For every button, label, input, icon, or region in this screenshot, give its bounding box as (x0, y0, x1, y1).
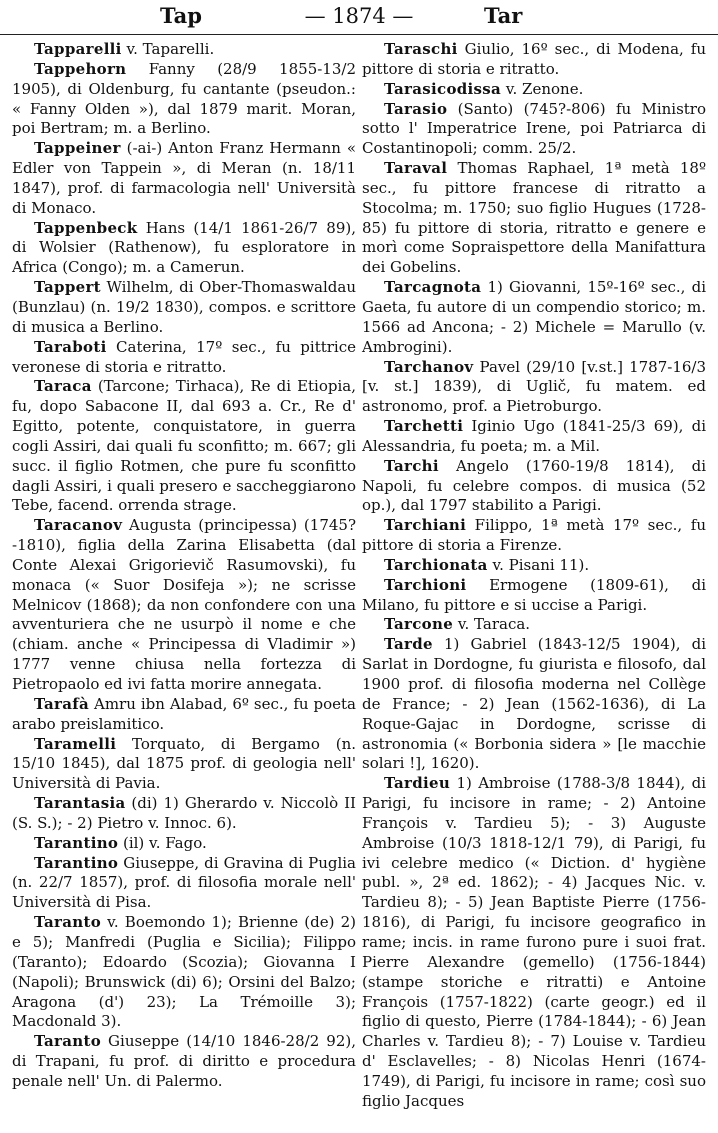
entry (12, 913, 356, 1032)
entry (12, 854, 356, 914)
entry (12, 1032, 356, 1092)
entry-text: Giuseppe, di Gravina di Puglia (n. 22/7 1857), prof. di filosofia morale nell' Università di Pisa. (12, 853, 356, 912)
entry-headword: Taraschi (384, 40, 458, 58)
entry-headword: Tarchioni (384, 575, 467, 594)
entry (362, 457, 706, 517)
entry-text: v. Boemondo 1); Brienne (de) 2) e 5); Manfredi (Puglia e Sicilia); Filippo (Taranto); Edoardo (Scozia); Giovanna I (Napoli); Brunswick (di) 6); Orsini del Balzo; Aragona (d') 23); La Trémoille 3); Macdonald 3). (12, 913, 356, 1031)
entry (362, 159, 706, 278)
entry-text: Filippo, 1ª metà 17º sec., fu pittore di storia a Firenze. (362, 516, 706, 555)
entry-headword: Tarantino (34, 853, 119, 872)
entry-text: Caterina, 17º sec., fu pittrice veronese di storia e ritratto. (12, 337, 356, 376)
entry-text: Fanny (28/9 1855-13/2 1905), di Oldenburg, fu cantante (pseudon.: « Fanny Olden »), dal 1879 marit. Moran, poi Bertram; m. a Berlino. (12, 59, 356, 138)
entry-headword: Taraval (384, 159, 448, 178)
entry-text: Ermogene (1809-61), di Milano, fu pittore e si uccise a Parigi. (362, 575, 706, 614)
entry-headword: Tarasicodissa (384, 79, 502, 98)
entry-text: (di) 1) Gherardo v. Niccolò II (S. S.); - 2) Pietro v. Innoc. 6). (12, 794, 356, 832)
entry-text: v. Taparelli. (121, 40, 215, 58)
entry (362, 100, 706, 160)
entry-text: 1) Gabriel (1843-12/5 1904), di Sarlat in Dordogne, fu giurista e filosofo, dal 1900 prof. di filosofia moderna nel Collège de France; - 2) Jean (1562-1636), di La Roque-Gajac in Dordogne, scrisse di astronomia (« Borbonia sidera » [le macchie solari !], 1620). (362, 635, 706, 773)
entry (12, 278, 356, 338)
running-head-left: Tap (160, 3, 202, 28)
entry-headword: Tarchi (384, 456, 439, 475)
entry-headword: Tarantino (34, 833, 119, 852)
entry (362, 516, 706, 556)
entry-text: (Tarcone; Tirhaca), Re di Etiopia, fu, dopo Sabacone II, dal 693 a. Cr., Re d' Egitto, potente, conquistatore, in guerra cogli Assiri, dai quali fu sconfitto; m. 667; gli succ. il figlio Rotmen, che pure fu sconfitto dagli Assiri, i quali presero e saccheggiarono Tebe, facend. orrenda strage. (12, 377, 356, 515)
entry-headword: Tardieu (384, 774, 451, 793)
entry (12, 794, 356, 834)
entry-headword: Tappehorn (34, 59, 127, 78)
entry (12, 338, 356, 378)
entry-headword: Taracanov (34, 516, 123, 535)
entry-headword: Tarchionata (384, 555, 488, 574)
entry (12, 40, 356, 60)
running-head (0, 0, 718, 35)
entry (12, 377, 356, 516)
entry (362, 40, 706, 80)
entry (362, 576, 706, 616)
entry-text: Thomas Raphael, 1ª metà 18º sec., fu pittore francese di ritratto a Stocolma; m. 1750; suo figlio Hugues (1728-85) fu pittore di storia, ritratto e genere e morì come Sopraispettore della Manifattura dei Gobelins. (362, 159, 706, 277)
left-column (12, 40, 356, 1092)
entry-headword: Tarchanov (384, 357, 474, 376)
entry-text: Hans (14/1 1861-26/7 89), di Wolsier (Rathenow), fu esploratore in Africa (Congo); m. a Camerun. (12, 218, 356, 277)
entry-headword: Tappeiner (34, 139, 121, 158)
entry (12, 834, 356, 854)
entry-headword: Taramelli (34, 734, 117, 753)
entry-headword: Tarasio (384, 99, 448, 118)
entry-headword: Tapparelli (34, 40, 122, 58)
entry-text: (-ai-) Anton Franz Hermann « Edler von Tappein », di Meran (n. 18/11 1847), prof. di farmacologia nell' Università di Monaco. (12, 139, 356, 217)
entry-headword: Tarchetti (384, 417, 464, 436)
entry-headword: Tappert (34, 278, 101, 297)
entry (362, 635, 706, 774)
entry (12, 735, 356, 795)
entry (362, 358, 706, 418)
entry-text: 1) Ambroise (1788-3/8 1844), di Parigi, fu incisore in rame; - 2) Antoine François v. Tardieu 5); - 3) Auguste Ambroise (10/3 1818-12/1 79), di Parigi, fu ivi celebre medico (« Diction. d' hygiène publ. », 2ª ed. 1862); - 4) Jacques Nic. v. Tardieu 8); - 5) Jean Baptiste Pierre (1756-1816), di Parigi, fu incisore geografico in rame; incis. in rame furono pure i suoi frat. Pierre Alexandre (gemello) (1756-1844) (stampe storiche e ritratti) e Antoine François (1757-1822) (carte geogr.) ed il figlio di questo, Pierre (1784-1844); - 6) Jean Charles v. Tardieu 8); - 7) Louise v. Tardieu d' Esclavelles; - 8) Nicolas Henri (1674-1749), di Parigi, fu incisore in rame; così suo figlio Jacques (362, 774, 706, 1110)
entry-text: Giuseppe (14/10 1846-28/2 92), di Trapani, fu prof. di diritto e procedura penale nell' Un. di Palermo. (12, 1032, 356, 1090)
entry (12, 219, 356, 279)
entry (12, 516, 356, 695)
entry-text: v. Pisani 11). (487, 555, 590, 574)
entry-text: Iginio Ugo (1841-25/3 69), di Alessandria, fu poeta; m. a Mil. (362, 417, 706, 455)
entry (362, 615, 706, 635)
entry-text: Angelo (1760-19/8 1814), di Napoli, fu celebre compos. di musica (52 op.), dal 1797 stabilito a Parigi. (362, 456, 706, 515)
entry (12, 139, 356, 218)
entry (12, 695, 356, 735)
entry-headword: Tarantasia (34, 794, 126, 813)
entry (362, 774, 706, 1111)
entry-headword: Tarchiani (384, 516, 467, 535)
entry-text: Wilhelm, di Ober-Thomaswaldau (Bunzlau) (n. 19/2 1830), compos. e scrittore di musica a Berlino. (12, 278, 356, 336)
entry-headword: Taraboti (34, 337, 107, 356)
entry-headword: Tarafà (34, 694, 90, 713)
entry-text: Augusta (principessa) (1745?-1810), figlia della Zarina Elisabetta (dal Conte Alexai Grigorievič Rasumovski), fu monaca (« Suor Dosifeja »); ne scrisse Melnicov (1868); da non confondere con una avventuriera che ne usurpò il nome e che (chiam. anche « Principessa di Vladimir ») 1777 venne chiusa nella fortezza di Pietropaolo ed ivi fatta morire annegata. (12, 516, 356, 693)
entry-headword: Tarde (384, 635, 433, 654)
entry-text: (il) v. Fago. (118, 833, 207, 852)
entry (362, 417, 706, 457)
entry-headword: Tarcone (384, 615, 454, 634)
entry (12, 60, 356, 139)
entry-text: v. Taraca. (453, 615, 531, 634)
entry-text: Pavel (29/10 [v.st.] 1787-16/3 [v. st.] 1839), di Uglič, fu matem. ed astronomo, prof. a Pietroburgo. (362, 357, 706, 416)
entry-headword: Tappenbeck (34, 218, 138, 237)
right-column (362, 40, 706, 1112)
entry-headword: Taranto (34, 913, 102, 932)
entry-text: 1) Giovanni, 15º-16º sec., di Gaeta, fu autore di un compendio storico; m. 1566 ad Ancona; - 2) Michele = Marullo (v. Ambrogini). (362, 278, 706, 356)
running-head-right: Tar (484, 3, 523, 28)
entry-headword: Taranto (34, 1032, 102, 1051)
entry (362, 556, 706, 576)
entry-text: Giulio, 16º sec., di Modena, fu pittore di storia e ritratto. (362, 40, 706, 78)
entry (362, 278, 706, 357)
entry-text: (Santo) (745?-806) fu Ministro sotto l' Imperatrice Irene, poi Patriarca di Costantinopoli; comm. 25/2. (362, 99, 706, 158)
entry-text: v. Zenone. (501, 79, 584, 98)
entry-text: Torquato, di Bergamo (n. 15/10 1845), dal 1875 prof. di geologia nell' Università di Pavia. (12, 734, 356, 793)
entry-text: Amru ibn Alabad, 6º sec., fu poeta arabo preislamitico. (12, 694, 356, 733)
entry-headword: Tarcagnota (384, 278, 482, 297)
entry (362, 80, 706, 100)
page-number: — 1874 — (304, 4, 414, 28)
entry-headword: Taraca (34, 377, 92, 396)
